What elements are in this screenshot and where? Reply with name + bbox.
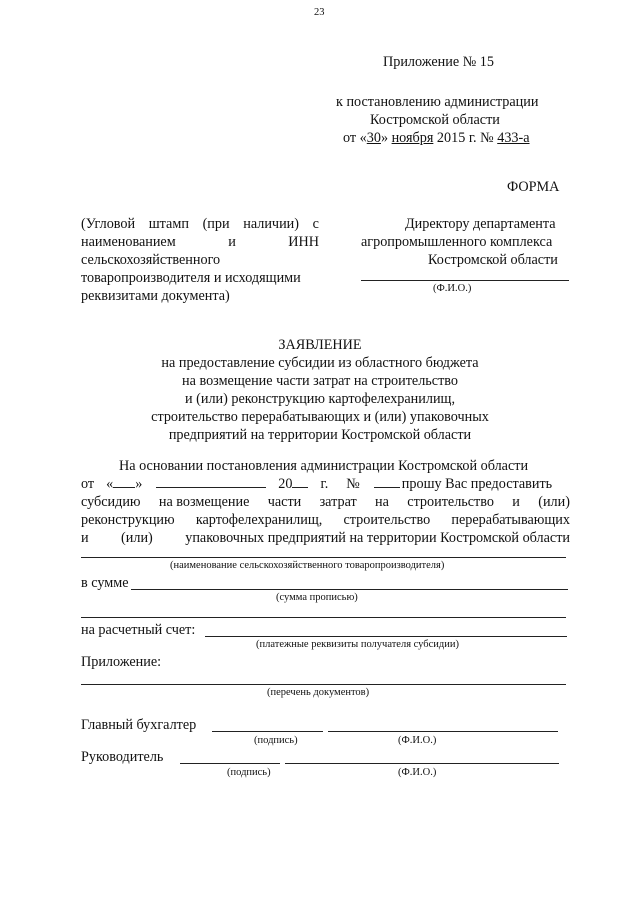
account-label: на расчетный счет: [81,622,196,638]
addressee-line-1: Директору департамента [405,216,556,232]
account-line[interactable] [205,636,567,637]
title-line-5: предприятий на территории Костромской области [168,427,472,443]
day-blank[interactable] [113,476,135,488]
body-line-3: субсидию на возмещение части затрат на строительство и (или) [81,494,570,510]
addressee-line-2: агропромышленного комплекса [361,234,553,250]
attachment-label: Приложение: [81,654,162,670]
document-title: ЗАЯВЛЕНИЕ [278,337,362,353]
title-line-1: на предоставление субсидии из областного бюджета [161,355,479,371]
body-line-5: и (или) упаковочных предприятий на территории Костромской области [81,530,570,546]
title-line-3: и (или) реконструкцию картофелехранилищ, [184,391,456,407]
decree-number: 433-а [497,130,530,146]
year-blank[interactable] [292,476,308,488]
producer-name-line[interactable] [81,557,566,558]
decree-month: ноября [391,130,434,146]
head-label: Руководитель [81,749,164,765]
month-blank[interactable] [156,476,266,488]
addressee-line-3: Костромской области [428,252,558,268]
decree-line-2: Костромской области [370,112,500,128]
addressee-fio-line [361,280,569,281]
head-signature-line[interactable] [180,763,280,764]
decree-day: 30 [366,130,381,146]
amount-line-2[interactable] [81,617,566,618]
accountant-fio-caption: (Ф.И.О.) [398,735,437,746]
body-line-2: от « » 20 г. № прошу Вас предоставить [81,476,553,492]
head-fio-caption: (Ф.И.О.) [398,767,437,778]
attachment-caption: (перечень документов) [267,687,370,698]
title-line-2: на возмещение части затрат на строительство [182,373,458,389]
amount-line[interactable] [131,589,568,590]
accountant-fio-line[interactable] [328,731,558,732]
addressee-fio-caption: (Ф.И.О.) [433,283,472,294]
corner-stamp-note: (Угловой штамп (при наличии) с наименованием и ИНН сельскохозяйственного товаропроизводителя и исходящими реквизитами документа) [81,216,319,304]
page-number: 23 [314,7,325,18]
body-line-4: реконструкцию картофелехранилищ, строительство перерабатывающих [81,512,570,528]
head-signature-caption: (подпись) [227,767,271,778]
number-blank[interactable] [374,476,400,488]
accountant-label: Главный бухгалтер [81,717,197,733]
decree-date-line: от «30» ноября 2015 г. № 433-а [343,130,530,146]
producer-name-caption: (наименование сельскохозяйственного товаропроизводителя) [170,560,445,571]
body-line-1: На основании постановления администрации Костромской области [119,458,529,474]
decree-line-1: к постановлению администрации [336,94,539,110]
account-caption: (платежные реквизиты получателя субсидии) [256,639,459,650]
title-line-4: строительство перерабатывающих и (или) упаковочных [151,409,489,425]
accountant-signature-line[interactable] [212,731,323,732]
attachment-line[interactable] [81,684,566,685]
appendix-number: Приложение № 15 [383,54,494,70]
head-fio-line[interactable] [285,763,559,764]
amount-caption: (сумма прописью) [276,592,358,603]
accountant-signature-caption: (подпись) [254,735,298,746]
amount-label: в сумме [81,575,129,591]
form-label: ФОРМА [507,179,560,195]
